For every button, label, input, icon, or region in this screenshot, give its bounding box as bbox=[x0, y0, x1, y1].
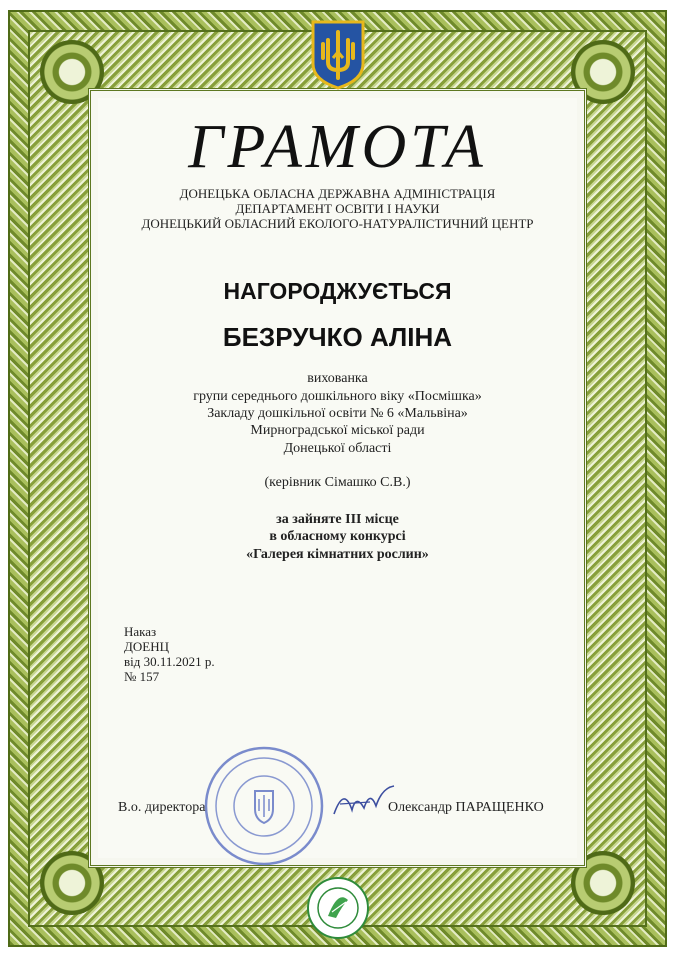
eco-center-logo-icon bbox=[306, 876, 370, 940]
order-line: Наказ bbox=[124, 624, 157, 639]
supervisor-line: (керівник Сімашко С.В.) bbox=[264, 475, 411, 490]
achievement-line: за зайняте ІІІ місце bbox=[276, 512, 399, 527]
award-heading: НАГОРОДЖУЄТЬСЯ bbox=[223, 278, 452, 304]
organization-line-3: ДОНЕЦЬКИЙ ОБЛАСНИЙ ЕКОЛОГО-НАТУРАЛІСТИЧНИЙ ЦЕНТР bbox=[141, 216, 534, 231]
organization-line-2: ДЕПАРТАМЕНТ ОСВІТИ І НАУКИ bbox=[235, 201, 440, 216]
detail-line: Закладу дошкільної освіти № 6 «Мальвіна» bbox=[207, 406, 468, 421]
organization-line-1: ДОНЕЦЬКА ОБЛАСНА ДЕРЖАВНА АДМІНІСТРАЦІЯ bbox=[179, 186, 496, 201]
achievement-line: «Галерея кімнатних рослин» bbox=[246, 547, 429, 562]
detail-line: Мирноградської міської ради bbox=[250, 423, 425, 438]
detail-line: вихованка bbox=[307, 371, 368, 386]
ukraine-coat-of-arms-icon bbox=[309, 18, 367, 90]
certificate-title: ГРАМОТА bbox=[188, 113, 487, 181]
signature-name: Олександр ПАРАЩЕНКО bbox=[388, 800, 544, 815]
order-line: № 157 bbox=[124, 669, 160, 684]
official-stamp-icon bbox=[203, 745, 325, 867]
achievement-line: в обласному конкурсі bbox=[269, 529, 406, 544]
detail-line: Донецької області bbox=[283, 441, 392, 456]
order-line: ДОЕНЦ bbox=[124, 639, 169, 654]
signature-role: В.о. директора bbox=[118, 800, 206, 815]
recipient-name: БЕЗРУЧКО АЛІНА bbox=[222, 322, 453, 352]
order-line: від 30.11.2021 р. bbox=[124, 654, 215, 669]
detail-line: групи середнього дошкільного віку «Посмішка» bbox=[193, 389, 482, 404]
